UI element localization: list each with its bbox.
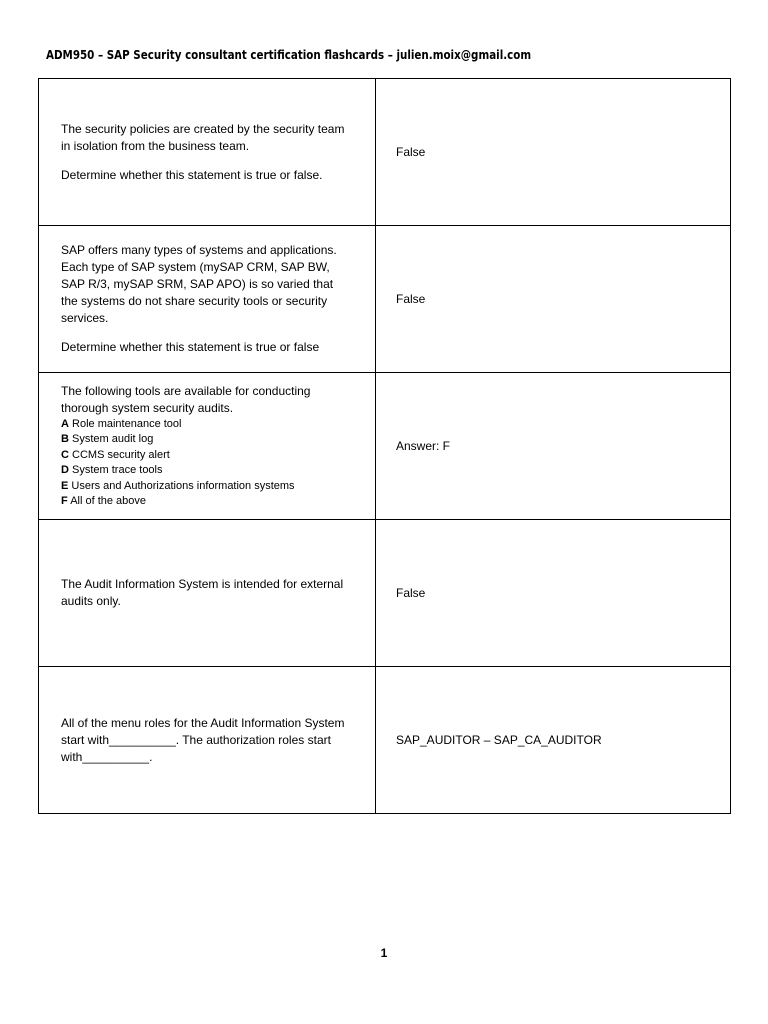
- answer-text: False: [396, 291, 426, 306]
- answer-text: Answer: F: [396, 438, 451, 453]
- option-letter: B: [61, 433, 69, 445]
- question-instruction: Determine whether this statement is true or false.: [61, 167, 323, 182]
- flashcard-row: [39, 520, 731, 667]
- option-item: [61, 417, 353, 433]
- answer-cell: [376, 226, 731, 373]
- option-text: System trace tools: [72, 464, 163, 476]
- flashcard-table: [38, 78, 731, 814]
- option-letter: D: [61, 464, 69, 476]
- option-letter: C: [61, 448, 69, 461]
- flashcard-row: [39, 226, 731, 373]
- answer-cell: [376, 520, 731, 667]
- option-item: [61, 448, 353, 464]
- answer-cell: [376, 79, 731, 226]
- question-cell: [39, 226, 376, 373]
- option-letter: E: [61, 479, 69, 492]
- page-header: ADM950 – SAP Security consultant certification flashcards – julien.moix@gmail.com: [46, 48, 532, 62]
- answer-text: False: [396, 585, 426, 600]
- flashcard-row: [39, 79, 731, 226]
- flashcard-row: [39, 667, 731, 814]
- question-cell: [39, 667, 376, 814]
- flashcard-row: [39, 373, 731, 520]
- question-instruction: Determine whether this statement is true or false: [61, 340, 320, 354]
- option-text: Users and Authorizations information systems: [71, 479, 295, 492]
- option-text: System audit log: [72, 433, 154, 445]
- question-text: The security policies are created by the security team in isolation from the business team.: [61, 121, 345, 153]
- page-number: 1: [380, 946, 388, 960]
- question-cell: [39, 520, 376, 667]
- question-text: The Audit Information System is intended for external audits only.: [61, 577, 344, 608]
- option-item: [61, 432, 353, 448]
- question-cell: [39, 79, 376, 226]
- option-text: All of the above: [70, 495, 147, 507]
- question-text: All of the menu roles for the Audit Information System start with__________. The authorization roles start with__________.: [61, 715, 345, 764]
- question-text: SAP offers many types of systems and applications. Each type of SAP system (mySAP CRM, SAP BW, SAP R/3, mySAP SRM, SAP APO) is so varied that the systems do not share security tools or security services.: [61, 243, 337, 325]
- option-letter: F: [61, 495, 68, 507]
- answer-options: [61, 417, 353, 510]
- option-letter: A: [61, 417, 69, 430]
- answer-cell: [376, 667, 731, 814]
- answer-text: SAP_AUDITOR – SAP_CA_AUDITOR: [396, 732, 602, 747]
- option-text: CCMS security alert: [72, 448, 170, 461]
- question-cell: [39, 373, 376, 520]
- option-text: Role maintenance tool: [72, 417, 182, 430]
- option-item: [61, 463, 353, 479]
- answer-cell: [376, 373, 731, 520]
- answer-text: False: [396, 144, 426, 159]
- option-item: [61, 494, 353, 510]
- question-text: The following tools are available for conducting thorough system security audits.: [61, 383, 311, 415]
- option-item: [61, 479, 353, 495]
